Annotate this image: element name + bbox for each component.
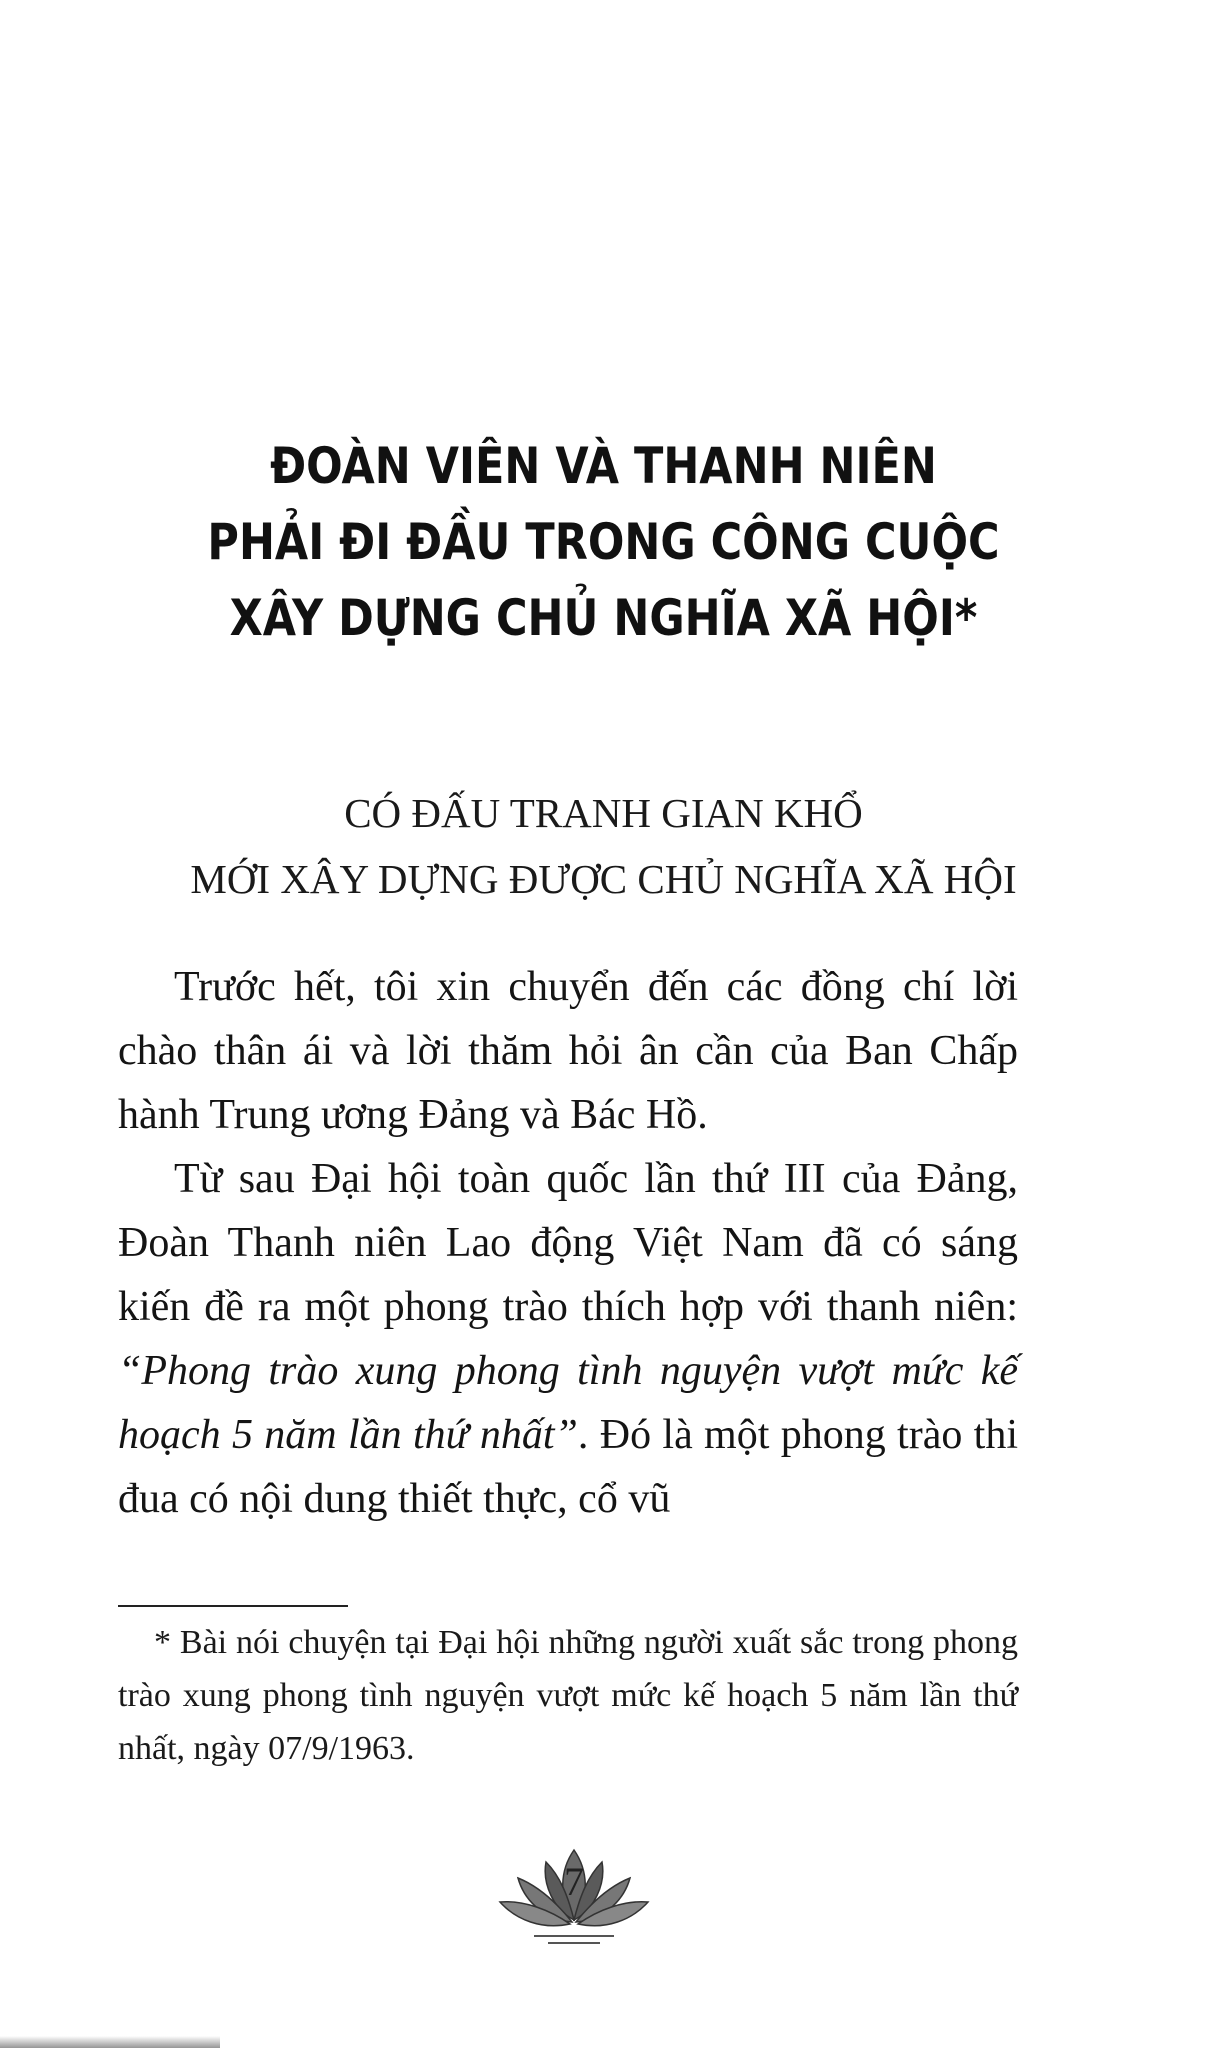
paragraph-2-end: . Đó là một phong trào thi đua có nội dung thiết thực, cổ vũ (118, 1412, 1018, 1522)
chapter-title-line-3: XÂY DỰNG CHỦ NGHĨA XÃ HỘI* (229, 589, 978, 647)
body-text (118, 955, 1018, 1531)
chapter-title (84, 428, 1122, 656)
footnote-text: * Bài nói chuyện tại Đại hội những người xuất sắc trong phong trào xung phong tình nguyện vượt mức kế hoạch 5 năm lần thứ nhất, ngày 07/9/1963. (118, 1624, 1018, 1767)
paragraph-1: Trước hết, tôi xin chuyển đến các đồng chí lời chào thân ái và lời thăm hỏi ân cần của Ban Chấp hành Trung ương Đảng và Bác Hồ. (118, 964, 1018, 1138)
footnote (118, 1616, 1018, 1775)
section-heading (0, 780, 1207, 912)
scan-edge-shadow (0, 2036, 220, 2048)
footnote-divider (118, 1605, 348, 1607)
chapter-title-line-2: PHẢI ĐI ĐẦU TRONG CÔNG CUỘC (207, 513, 1000, 571)
section-heading-line-1: CÓ ĐẤU TRANH GIAN KHỔ (344, 790, 863, 836)
paragraph-2-quote: “Phong trào xung phong tình nguyện vượt mức kế hoạch 5 năm lần thứ nhất” (118, 1348, 1018, 1458)
chapter-title-line-1: ĐOÀN VIÊN VÀ THANH NIÊN (270, 437, 937, 495)
section-heading-line-2: MỚI XÂY DỰNG ĐƯỢC CHỦ NGHĨA XÃ HỘI (190, 856, 1017, 902)
paragraph-2-start: Từ sau Đại hội toàn quốc lần thứ III của Đảng, Đoàn Thanh niên Lao động Việt Nam đã có sáng kiến đề ra một phong trào thích hợp với thanh niên: (118, 1156, 1018, 1330)
paragraph-2 (118, 1147, 1018, 1531)
page-number: 7 (564, 1859, 584, 1904)
